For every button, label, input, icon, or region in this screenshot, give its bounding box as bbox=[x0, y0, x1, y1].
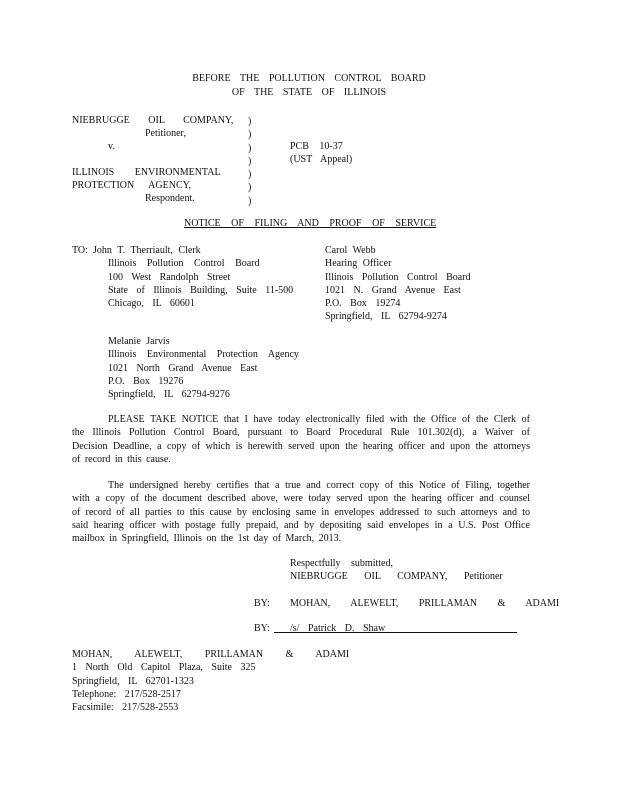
recipient-hearing-officer bbox=[325, 244, 471, 324]
recipient-line: 1021 N. Grand Avenue East bbox=[325, 284, 461, 296]
signature-name: /s/ Patrick D. Shaw bbox=[290, 623, 386, 634]
by-label-signature: BY: bbox=[254, 623, 270, 634]
firm-line: Facsimile: 217/528-2553 bbox=[72, 702, 179, 714]
firm-line: Telephone: 217/528-2517 bbox=[72, 688, 181, 700]
closing: Respectfully submitted, bbox=[290, 558, 393, 569]
firm-line: MOHAN, ALEWELT, PRILLAMAN & ADAMI bbox=[72, 649, 350, 660]
firm-line: 1 North Old Capitol Plaza, Suite 325 bbox=[72, 662, 256, 674]
recipient-clerk bbox=[93, 244, 293, 310]
recipient-line: Chicago, IL 60601 bbox=[108, 298, 195, 310]
recipient-line: Melanie Jarvis bbox=[108, 336, 170, 347]
petitioner-role: Petitioner, bbox=[145, 128, 186, 139]
respondent-line1: ILLINOIS ENVIRONMENTAL bbox=[72, 167, 221, 178]
signing-party: NIEBRUGGE OIL COMPANY, Petitioner bbox=[290, 571, 503, 582]
recipient-line: P.O. Box 19274 bbox=[325, 298, 401, 310]
recipient-line: Illinois Pollution Control Board bbox=[325, 271, 471, 283]
court-title-state: OF THE STATE OF ILLINOIS bbox=[231, 87, 387, 98]
paragraph-line: of record of all parties to this cause by enclosing same in envelopes addressed to such attorneys and to bbox=[72, 506, 530, 518]
paren: ) bbox=[248, 182, 252, 194]
case-type: (UST Appeal) bbox=[290, 154, 353, 165]
paren: ) bbox=[248, 142, 252, 154]
respondent-role: Respondent. bbox=[145, 193, 195, 204]
recipient-line: Springfield, IL 62794-9274 bbox=[325, 311, 447, 323]
caption-parentheses bbox=[248, 115, 251, 208]
paren: ) bbox=[248, 129, 252, 141]
paren: ) bbox=[248, 155, 252, 167]
recipient-line: P.O. Box 19276 bbox=[108, 375, 184, 387]
recipient-line: Illinois Pollution Control Board bbox=[108, 258, 260, 270]
to-label: TO: bbox=[72, 245, 88, 256]
recipient-line: Illinois Environmental Protection Agency bbox=[108, 349, 299, 361]
signature-line bbox=[274, 632, 517, 633]
recipient-line: Hearing Officer bbox=[325, 258, 392, 270]
recipient-line: John T. Therriault, Clerk bbox=[93, 245, 201, 256]
versus-label: v. bbox=[108, 141, 115, 152]
paragraph-line: mailbox in Springfield, Illinois on the 1st day of March, 2013. bbox=[72, 533, 342, 545]
court-title: BEFORE THE POLLUTION CONTROL BOARD bbox=[192, 73, 426, 84]
case-number: PCB 10-37 bbox=[290, 141, 343, 152]
paragraph-line: The undersigned hereby certifies that a true and correct copy of this Notice of Filing, together bbox=[108, 480, 530, 491]
recipient-line: Springfield, IL 62794-9276 bbox=[108, 389, 230, 401]
by-label: BY: bbox=[254, 598, 270, 609]
firm-name: MOHAN, ALEWELT, PRILLAMAN & ADAMI bbox=[290, 598, 560, 609]
paragraph-line: the Illinois Pollution Control Board, pursuant to Board Procedural Rule 101.302(d), a Waiver of bbox=[72, 427, 530, 439]
paren: ) bbox=[248, 195, 252, 207]
recipient-line: Carol Webb bbox=[325, 245, 376, 256]
firm-line: Springfield, IL 62701-1323 bbox=[72, 675, 194, 687]
recipient-line: State of Illinois Building, Suite 11-500 bbox=[108, 284, 294, 296]
paragraph-line: of record in this cause. bbox=[72, 453, 171, 465]
paren: ) bbox=[248, 116, 252, 127]
notice-paragraph bbox=[72, 413, 530, 466]
paragraph-line: PLEASE TAKE NOTICE that I have today electronically filed with the Office of the Clerk of bbox=[108, 414, 530, 425]
recipient-line: 1021 North Grand Avenue East bbox=[108, 362, 258, 374]
paragraph-line: said hearing officer with postage fully prepaid, and by depositing said envelopes in a U.S. Post Office bbox=[72, 519, 530, 531]
petitioner-name: NIEBRUGGE OIL COMPANY, bbox=[72, 115, 234, 126]
certificate-paragraph bbox=[72, 479, 530, 545]
paragraph-line: with a copy of the document described above, were today served upon the hearing officer and counsel bbox=[72, 493, 530, 505]
respondent-line2: PROTECTION AGENCY, bbox=[72, 180, 192, 191]
firm-block bbox=[72, 648, 349, 714]
recipient-agency bbox=[108, 335, 299, 401]
recipient-line: 100 West Randolph Street bbox=[108, 271, 231, 283]
paragraph-line: Decision Deadline, a copy of which is herewith served upon the hearing officer and upon the attorneys bbox=[72, 440, 530, 452]
notice-heading: NOTICE OF FILING AND PROOF OF SERVICE bbox=[184, 218, 437, 229]
paren: ) bbox=[248, 169, 252, 181]
